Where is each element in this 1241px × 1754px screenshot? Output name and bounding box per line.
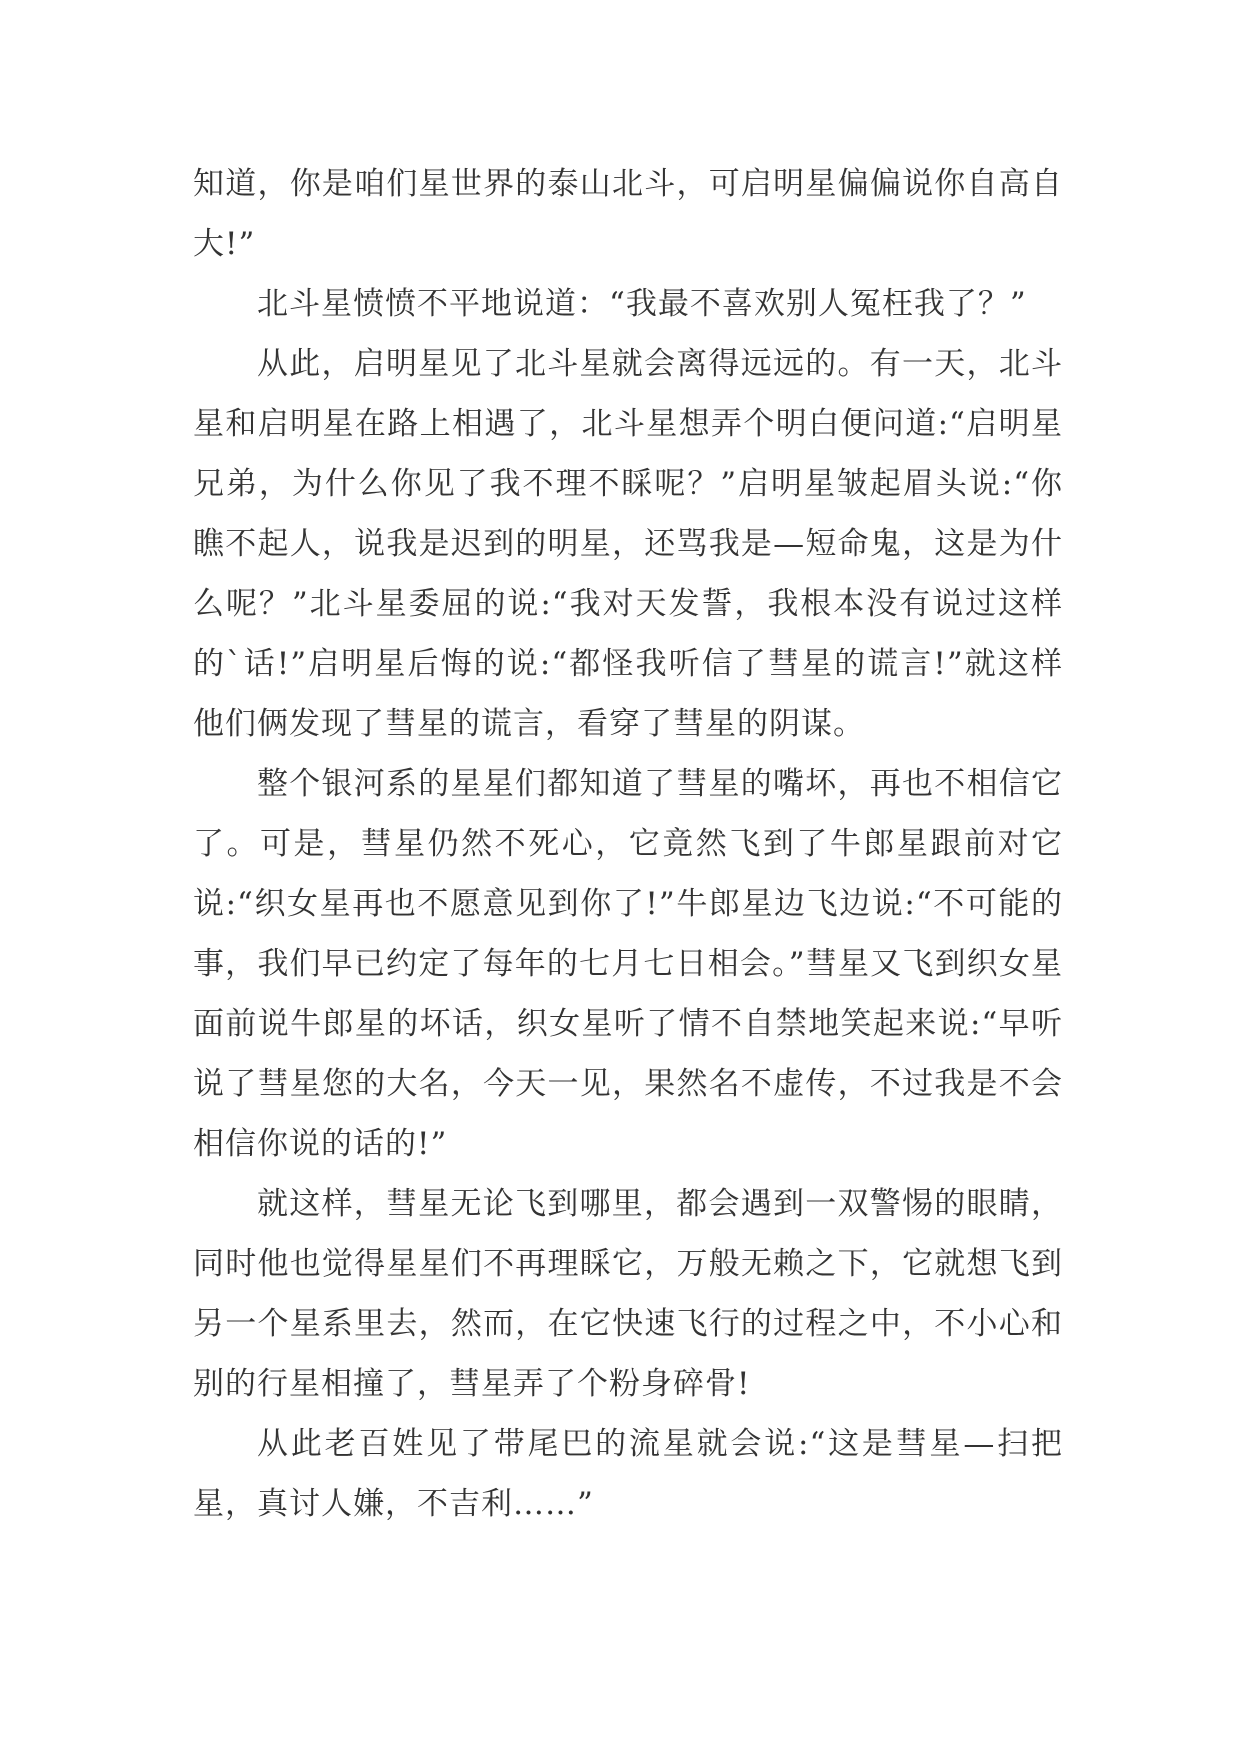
paragraph-beidou-complaint: 北斗星愤愤不平地说道：“我最不喜欢别人冤枉我了？” (257, 286, 1027, 322)
paragraph-galaxy: 整个银河系的星星们都知道了彗星的嘴坏，再也不相信它了。可是，彗星仍然不死心，它竟然飞到了牛郎星跟前对它说:“织女星再也不愿意见到你了!”牛郎星边飞边说:“不可能的事，我们早已约定了每年的七月七日相会。”彗星又飞到织女星面前说牛郎星的坏话，织女星听了情不自禁地笑起来说:“早听说了彗星您的大名，今天一见，果然名不虚传，不过我是不会相信你说的话的!” (193, 766, 1063, 1162)
story-text (193, 154, 1063, 1534)
paragraph-ending: 从此老百姓见了带尾巴的流星就会说:“这是彗星—扫把星，真讨人嫌，不吉利……” (193, 1426, 1063, 1522)
paragraph-comet-fate: 就这样，彗星无论飞到哪里，都会遇到一双警惕的眼睛，同时他也觉得星星们不再理睬它，万般无赖之下，它就想飞到另一个星系里去，然而，在它快速飞行的过程之中，不小心和别的行星相撞了，彗星弄了个粉身碎骨! (193, 1186, 1063, 1402)
paragraph-meeting: 从此，启明星见了北斗星就会离得远远的。有一天，北斗星和启明星在路上相遇了，北斗星想弄个明白便问道:“启明星兄弟，为什么你见了我不理不睬呢？”启明星皱起眉头说:“你瞧不起人，说我是迟到的明星，还骂我是—短命鬼，这是为什么呢？”北斗星委屈的说:“我对天发誓，我根本没有说过这样的`话!”启明星后悔的说:“都怪我听信了彗星的谎言!”就这样他们俩发现了彗星的谎言，看穿了彗星的阴谋。 (193, 346, 1063, 742)
paragraph-continuation: 知道，你是咱们星世界的泰山北斗，可启明星偏偏说你自高自大!” (193, 166, 1063, 262)
